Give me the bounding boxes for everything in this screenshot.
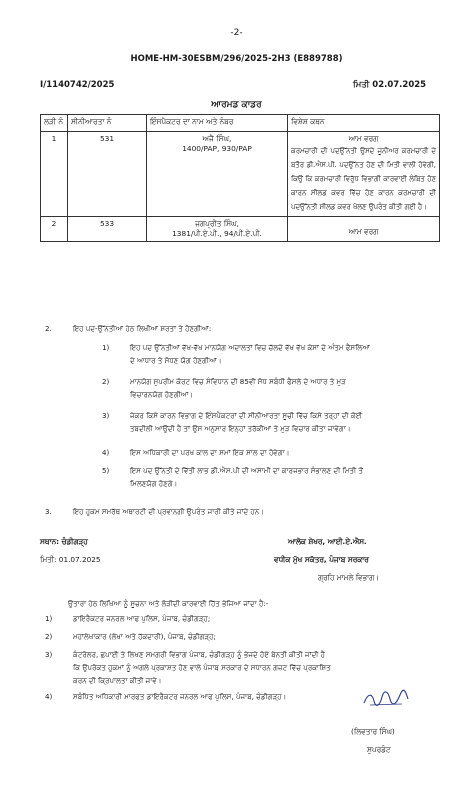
promotion-table (40, 114, 440, 242)
endorsement-line: ਕਰਨ ਦੀ ਕ੍ਰਿਪਾਲਤਾ ਕੀਤੀ ਜਾਵੇ। (73, 676, 162, 685)
remark-text: ਕਰਮਚਾਰੀ ਦੀ ਪਦਉੱਨਤੀ ਉਸਦੇ ਜੂਨੀਅਰ ਕਰਮਚਾਰੀ ਦੇ ਬਤੌਰ ਡੀ.ਐਸ.ਪੀ. ਪਦਉੱਨਤ ਹੋਣ ਦੀ ਮਿਤੀ ਵਾਲੀ ਹੋਵੇਗੀ, ਕਿਉਂ ਕਿ ਕਰਮਚਾਰੀ ਵਿਰੁੱਧ ਵਿਭਾਗੀ ਕਾਰਵਾਈ ਲੰਬਿਤ ਹੋਣ ਕਾਰਨ ਸੀਲਡ ਕਵਰ ਵਿੱਚ ਹੋਣ ਕਾਰਨ ਕਰਮਚਾਰੀ ਦੀ ਪਦਉੱਨਤੀ ਸੀਲਡ ਕਵਰ ਖੋਲਣ ਉਪਰੰਤ ਕੀਤੀ ਗਈ ਹੈ। (291, 147, 436, 211)
condition-number: 2) (102, 377, 110, 386)
endorsement-intro: ਉਤਾਰਾ ਹੇਠ ਲਿਖਿਆ ਨੂੰ ਸੂਚਨਾ ਅਤੇ ਲੋੜੀਂਦੀ ਕਾਰਵਾਈ ਹਿੱਤ ਭੇਜਿਆ ਜਾਂਦਾ ਹੈ:- (68, 599, 269, 608)
remark-category: ਆਮ ਵਰਗ (348, 227, 379, 236)
signatory-department: ਗ੍ਰਹਿ ਮਾਮਲੇ ਵਿਭਾਗ। (318, 573, 380, 582)
remark-category: ਆਮ ਵਰਗ (348, 134, 379, 143)
letter-number: I/1140742/2025 (40, 80, 115, 90)
superintendent-title: ਸੁਪਰਡੰਟ (367, 745, 391, 754)
endorsement-item: ਡਾਇਰੈਕਟਰ ਜਨਰਲ ਆਫ ਪੁਲਿਸ, ਪੰਜਾਬ, ਚੰਡੀਗੜ੍ਹ; (73, 614, 211, 623)
condition-item (130, 341, 450, 367)
endorsement-item (73, 648, 458, 687)
signatory-title: ਵਧੀਕ ਮੁੱਖ ਸਕੱਤਰ, ਪੰਜਾਬ ਸਰਕਾਰ (274, 555, 369, 564)
row-seniority: 533 (68, 217, 147, 242)
row-inspector (147, 132, 288, 217)
header-inspector: ਇੰਸਪੈਕਟਰ ਦਾ ਨਾਮ ਅਤੇ ਨੰਬਰ (147, 115, 288, 132)
inspector-number: 1381/ਪੀ.ਏ.ਪੀ., 94/ਪੀ.ਏ.ਪੀ. (172, 229, 262, 238)
endorsement-item: ਮਹਾਂਲੇਖਾਕਾਰ (ਲੇਖਾ ਅਤੇ ਹੱਕਦਾਰੀ), ਪੰਜਾਬ, ਚੰਡੀਗੜ੍ਹ; (73, 632, 216, 641)
condition-line: ਇਹ ਪਦ ਉੱਨਤੀਆਂ ਵੱਖ-ਵੱਖ ਮਾਨਯੋਗ ਅਦਾਲਤਾਂ ਵਿਚ ਚੱਲਦੇ ਵੱਖ ਵੱਖ ਕੇਸਾਂ ਦੇ ਅੰਤਮ ਫੈਸਲਿਆਂ (130, 343, 370, 352)
approval-text: ਇਹ ਹੁਕਮ ਸਮਰੱਥ ਅਥਾਰਟੀ ਦੀ ਪ੍ਰਵਾਨਗੀ ਉਪਰੰਤ ਜਾਰੀ ਕੀਤੇ ਜਾਂਦੇ ਹਨ। (73, 507, 264, 516)
header-serial: ਲੜੀ ਨੰ (41, 115, 68, 132)
endorsement-line: ਕੰਟਰੋਲਰ, ਛਪਾਈ ਤੇ ਲਿਖਣ ਸਮਗਰੀ ਵਿਭਾਗ ਪੰਜਾਬ, ਚੰਡੀਗੜ੍ਹ ਨੂੰ ਭੇਜਦੇ ਹੋਏ ਬੇਨਤੀ ਕੀਤੀ ਜਾਂਦੀ ਹੈ (73, 650, 326, 659)
condition-line: ਮਿਲਣਯੋਗ ਹੋਣਗੇ। (130, 479, 178, 488)
section-number: 2. (45, 324, 52, 333)
endorsement-number: 2) (45, 632, 53, 641)
condition-line: ਮਾਨਯੋਗ ਸੁਪਰੀਮ ਕੋਰਟ ਵਿਚ ਸੰਵਿਧਾਨ ਦੀ 85ਵੀਂ ਸੋਧ ਸਬੰਧੀ ਫੈਸਲੇ ਦੇ ਅਧਾਰ ਤੇ ਮੁੜ (130, 377, 346, 386)
table-row (41, 132, 440, 217)
condition-line: ਇਸ ਪਦ ਉੱਨਤੀ ਦੇ ਵਿੱਤੀ ਲਾਭ ਡੀ.ਐਸ.ਪੀ ਦੀ ਅਸਾਮੀ ਦਾ ਕਾਰਜਭਾਰ ਸੰਭਾਲਣ ਦੀ ਮਿਤੀ ਤੋਂ (130, 466, 364, 475)
endorsement-number: 3) (45, 650, 53, 659)
row-serial: 2 (41, 217, 68, 242)
section-number: 3. (45, 507, 52, 516)
issue-date: ਮਿਤੀ: 01.07.2025 (40, 555, 101, 564)
condition-line: ਵਿਚਾਰਨਯੋਗ ਹੋਣਗੀਆਂ। (130, 390, 194, 399)
condition-item: ਇਸ ਅਧਿਕਾਰੀ ਦਾ ਪਰਖ ਕਾਲ ਦਾ ਸਮਾਂ ਇਕ ਸਾਲ ਦਾ ਹੋਵੇਗਾ। (130, 448, 290, 457)
condition-item (130, 409, 450, 435)
place: ਸਥਾਨ: ਚੰਡੀਗੜ੍ਹ (40, 537, 88, 546)
endorsement-number: 1) (45, 614, 53, 623)
endorsement-item: ਸਬੰਧਿਤ ਅਧਿਕਾਰੀ ਮਾਰਫਤ ਡਾਇਰੈਕਟਰ ਜਨਰਲ ਆਫ ਪੁਲਿਸ, ਪੰਜਾਬ, ਚੰਡੀਗੜ੍ਹ। (73, 692, 287, 701)
handwritten-signature (362, 689, 410, 709)
condition-item (130, 375, 450, 401)
row-inspector (147, 217, 288, 242)
row-seniority: 531 (68, 132, 147, 217)
row-remarks (288, 132, 440, 217)
page-number: -2- (230, 28, 243, 38)
endorsement-number: 4) (45, 692, 53, 701)
letter-date: ਮਿਤੀ 02.07.2025 (353, 80, 427, 90)
condition-line: ਜੇਕਰ ਕਿਸੇ ਕਾਰਨ ਵਿਭਾਗ ਦੇ ਇੰਸਪੈਕਟਰਾਂ ਦੀ ਸੀਨੀਆਰਤਾ ਸੂਚੀ ਵਿੱਚ ਕਿਸੇ ਤਰ੍ਹਾਂ ਦੀ ਕੋਈ (130, 411, 363, 420)
table-header-row (41, 115, 440, 132)
endorsement-line: ਕਿ ਉਪਰੋਕਤ ਹੁਕਮਾਂ ਨੂੰ ਅਗਲੇ ਪ੍ਰਕਾਸ਼ਤ ਹੋਣ ਵਾਲੇ ਪੰਜਾਬ ਸਰਕਾਰ ਦੇ ਸਧਾਰਨ ਗਜ਼ਟ ਵਿੱਚ ਪ੍ਰਕਾਸ਼ਿਤ (73, 663, 331, 672)
condition-item (130, 464, 450, 490)
cadre-heading: ਆਰਮਡ ਕਾਡਰ (211, 100, 262, 110)
header-remarks: ਵਿਸ਼ੇਸ਼ ਕਥਨ (288, 115, 440, 132)
condition-number: 5) (102, 466, 110, 475)
superintendent-name: (ਲਿਵਤਾਰ ਸਿੰਘ) (351, 727, 395, 736)
conditions-intro: ਇਹ ਪਦ-ਉੱਨਤੀਆਂ ਹੇਠ ਲਿਖੀਆਂ ਸ਼ਰਤਾਂ ਤੇ ਹੋਣਗੀਆਂ: (73, 324, 212, 333)
condition-line: ਤਬਦੀਲੀ ਆਉਂਦੀ ਹੈ ਤਾਂ ਉਸ ਅਨੁਸਾਰ ਇਨ੍ਹਾਂ ਤਰੱਕੀਆਂ ਤੇ ਮੁੜ ਵਿਚਾਰ ਕੀਤਾ ਜਾਵੇਗਾ। (130, 424, 351, 433)
file-reference: HOME-HM-30ESBM/296/2025-2H3 (E889788) (130, 54, 343, 64)
row-serial: 1 (41, 132, 68, 217)
inspector-name: ਅਜੈ ਸਿੰਘ, (202, 134, 232, 143)
condition-number: 3) (102, 411, 110, 420)
row-remarks (288, 217, 440, 242)
inspector-name: ਜਗਪ੍ਰੀਤ ਸਿੰਘ, (195, 219, 239, 228)
condition-number: 4) (102, 448, 110, 457)
header-seniority: ਸੀਨੀਆਰਤਾ ਨੰ (68, 115, 147, 132)
inspector-number: 1400/PAP, 930/PAP (182, 144, 252, 153)
signatory-name: ਆਲੋਕ ਸ਼ੇਖਰ, ਆਈ.ਏ.ਐਸ. (288, 537, 367, 546)
condition-number: 1) (102, 343, 110, 352)
table-row (41, 217, 440, 242)
condition-line: ਦੇ ਆਧਾਰ ਤੇ ਸੋਧਣ ਯੋਗ ਹੋਣਗੀਆਂ। (130, 356, 222, 365)
